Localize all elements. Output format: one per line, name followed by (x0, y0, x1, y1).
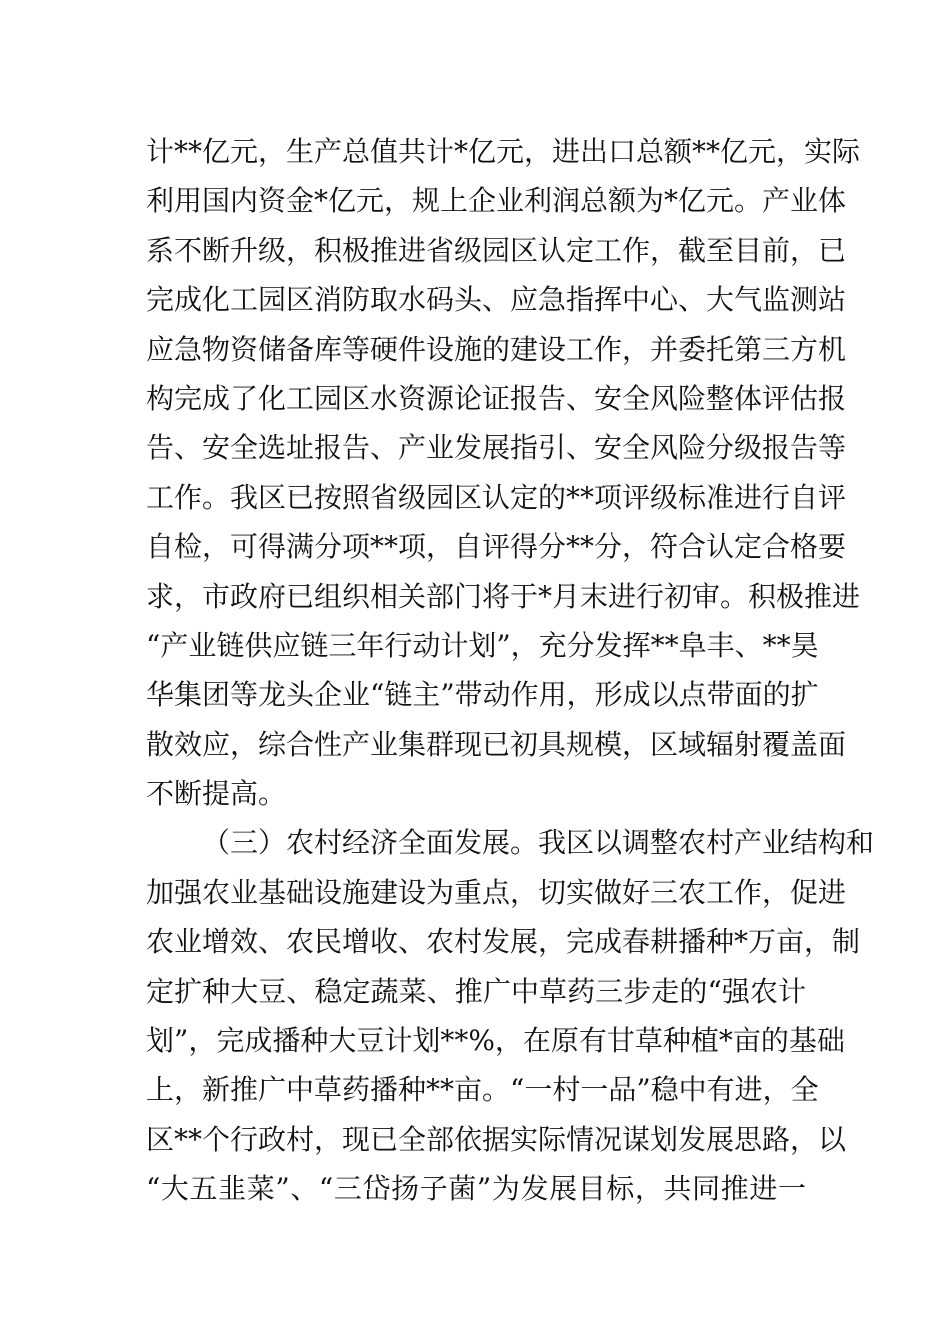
text-line: 系不断升级，积极推进省级园区认定工作，截至目前，已 (146, 233, 847, 267)
text-line: “大五韭菜”、“三岱扬子菌”为发展目标，共同推进一 (146, 1172, 806, 1206)
text-line: 应急物资储备库等硬件设施的建设工作，并委托第三方机 (146, 332, 847, 366)
text-line: 完成化工园区消防取水码头、应急指挥中心、大气监测站 (146, 283, 847, 317)
text-line: 定扩种大豆、稳定蔬菜、推广中草药三步走的“强农计 (146, 974, 806, 1008)
text-line: 利用国内资金*亿元，规上企业利润总额为*亿元。产业体 (146, 184, 847, 218)
text-line: 上，新推广中草药播种**亩。“一村一品”稳中有进，全 (146, 1073, 819, 1107)
text-line: 散效应，综合性产业集群现已初具规模，区域辐射覆盖面 (146, 727, 847, 761)
text-line: 自检，可得满分项**项，自评得分**分，符合认定合格要 (146, 530, 847, 564)
text-line: 构完成了化工园区水资源论证报告、安全风险整体评估报 (146, 381, 847, 415)
document-body (146, 127, 875, 1214)
text-line: 不断提高。 (146, 777, 287, 811)
text-line: 区**个行政村，现已全部依据实际情况谋划发展思路，以 (146, 1122, 847, 1156)
text-line: 农业增效、农民增收、农村发展，完成春耕播种*万亩，制 (146, 925, 861, 959)
text-line: “产业链供应链三年行动计划”，充分发挥**阜丰、**昊 (146, 628, 819, 662)
text-line: 华集团等龙头企业“链主”带动作用，形成以点带面的扩 (146, 678, 819, 712)
text-line: 计**亿元，生产总值共计*亿元，进出口总额**亿元，实际 (146, 135, 861, 168)
text-line: 划”，完成播种大豆计划**%，在原有甘草种植*亩的基础 (146, 1024, 845, 1058)
paragraph-1 (146, 127, 861, 818)
paragraph-2 (146, 818, 875, 1213)
text-line: （三）农村经济全面发展。我区以调整农村产业结构和 (202, 826, 875, 860)
text-line: 告、安全选址报告、产业发展指引、安全风险分级报告等 (146, 431, 847, 465)
text-line: 工作。我区已按照省级园区认定的**项评级标准进行自评 (146, 480, 847, 514)
text-line: 加强农业基础设施建设为重点，切实做好三农工作，促进 (146, 875, 847, 909)
text-line: 求，市政府已组织相关部门将于*月末进行初审。积极推进 (146, 579, 861, 613)
